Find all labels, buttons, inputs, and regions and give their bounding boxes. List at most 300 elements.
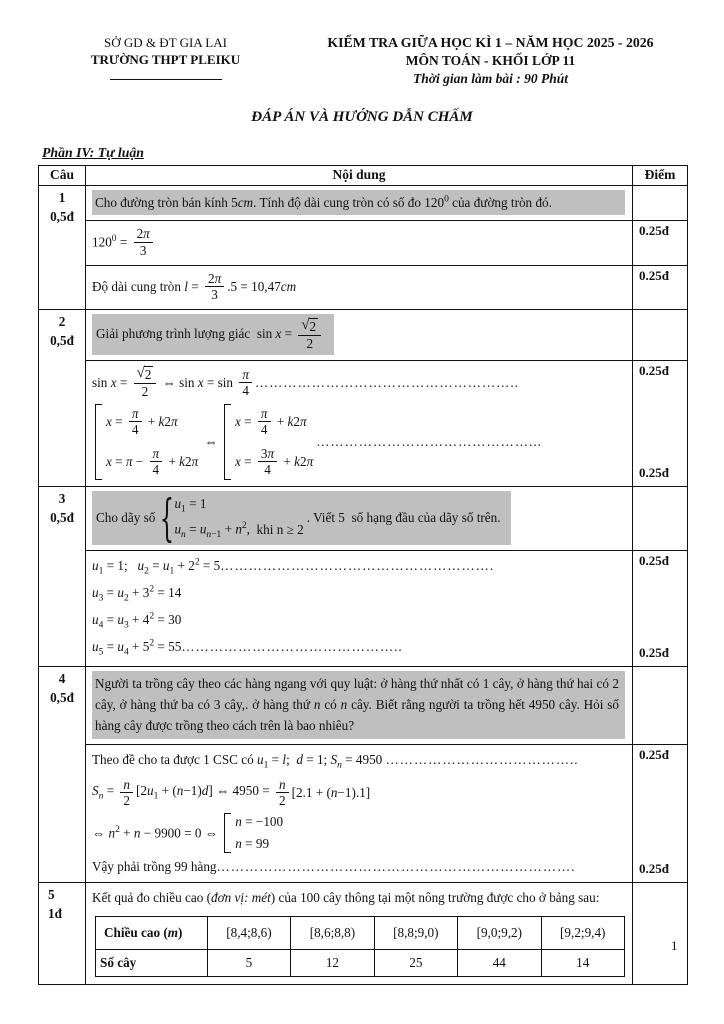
value-cell [458,916,541,949]
math-operator: 2 [136,226,144,242]
italic-text: n [313,696,321,712]
content-cell [86,310,632,360]
math-variable: u [257,751,264,767]
question-blocks [86,667,687,883]
math-variable: n [330,784,338,800]
fraction-denominator [261,462,274,478]
math-operator: 2 [149,584,155,595]
math-operator: = [103,584,118,600]
math-text [201,434,221,450]
math-operator: 2 [123,593,129,604]
math-operator: . [253,195,257,211]
plain-text: Người ta trồng cây theo các hàng ngang với quy luật: ở hàng thứ nhất có 1 cây, ở hàng thứ hai có 2 cây, ở hàng thứ ba có 3 cây,. ở hàng thứ [95,675,619,712]
answer-table [38,165,688,985]
math-operator: = [203,374,218,390]
plain-text: Số cây [100,954,137,970]
math-operator: −1) [183,783,202,799]
content-line [92,403,627,481]
content-line [92,776,627,810]
math-operator: 0 [111,234,117,245]
cases-rows [235,404,313,480]
math-operator: −1 [211,529,222,540]
plain-text: [8,4;8,6) [226,924,272,940]
question-cell [39,310,86,486]
point-value: 0.25đ [639,464,669,480]
radical-sign: √ [301,316,310,333]
cases-row [106,445,198,479]
exam-title: KIỂM TRA GIỮA HỌC KÌ 1 – NĂM HỌC 2025 - 2026 [327,35,654,50]
left-square-bracket [224,813,231,853]
highlight [92,314,334,355]
math-variable: π [260,405,268,421]
math-variable: S [92,783,99,799]
math-operator: .5 = 10,47 [227,278,281,294]
math-operator: 2 [144,367,152,383]
answer-block [86,221,687,265]
math-variable: π [300,413,307,429]
math-text [145,414,178,430]
question-blocks [86,883,687,983]
fraction-denominator [258,422,271,438]
fraction [258,406,271,438]
left-square-bracket [224,404,231,480]
points-cell [632,266,687,309]
math-operator: 2 [293,413,300,429]
math-operator: 1 [98,566,104,577]
content-line [92,555,627,580]
math-variable: u [162,557,170,573]
fraction-numerator [258,446,277,463]
cases-group [159,488,304,547]
math-variable: d [296,751,303,767]
math-operator: 2 [141,383,149,399]
math-operator: 2 [149,611,155,622]
dots-leader: ……………………………………………….. [254,374,519,390]
math-text [174,496,206,515]
fraction [150,446,163,478]
fraction-numerator [120,777,133,794]
math-text [276,326,296,342]
math-variable: l [282,751,287,767]
italic-text: m [167,924,179,940]
math-operator: = 14 [154,584,182,600]
content-cell [86,667,632,744]
value-cell [374,949,457,976]
math-text [106,414,126,430]
plain-text: 5 [245,954,253,970]
math-text [242,383,249,398]
math-text [106,454,147,470]
points-cell [632,221,687,264]
content-line [92,636,627,661]
plain-text: [9,0;9,2) [476,924,522,940]
answer-block [86,667,687,745]
content-line [92,314,627,355]
content-line [92,225,627,259]
math-variable: n [337,760,342,771]
math-text [261,446,274,462]
math-variable: u [146,783,154,799]
math-operator: , [246,520,257,536]
fraction [276,777,289,809]
math-operator: + 3 [128,584,150,600]
math-operator: 120 [424,195,445,211]
content-cell [86,221,632,264]
points-cell [632,883,687,983]
math-operator: 2 [306,335,314,351]
left-square-bracket [95,404,102,480]
math-operator: = [148,557,163,573]
math-operator: = [116,374,131,390]
cases-group [95,404,198,480]
point-value: 0.25đ [639,552,669,568]
answer-block [86,487,687,551]
subscript [206,530,221,540]
math-operator: [2 [135,783,147,799]
math-variable: π [191,453,199,469]
math-operator: 4 [131,422,139,438]
italic-text: n [340,696,348,712]
plain-text: cây. Biết rằng người ta trồng hết 4950 cây. Hỏi số hàng cây được trồng theo cách trên là bao nhiêu? [95,696,619,734]
math-text [227,279,296,295]
question-number: 2 [58,313,66,329]
math-variable: π [242,366,249,382]
plain-text: 12 [325,954,339,970]
math-variable: x [235,453,241,469]
row-label-cell [96,916,208,949]
fraction [134,366,157,399]
math-text [242,367,249,383]
math-operator: = [240,413,255,429]
math-text [206,530,221,540]
math-operator: + [280,453,295,469]
math-operator: 4 [123,647,129,658]
cases-row [235,445,313,479]
answer-block [86,883,687,983]
math-text [235,836,269,852]
plain-text: Kết quả đo chiều cao ( [92,890,212,906]
math-operator: − 9900 = 0 ⇔ [140,825,222,841]
math-variable: u [117,611,124,627]
points-cell [632,186,687,220]
math-operator: 2 [164,413,171,429]
math-text [306,336,313,351]
math-variable: n [108,825,116,841]
math-variable: x [197,374,204,390]
cases-row [235,836,283,852]
cases-group [224,404,313,480]
math-variable: n [123,776,130,792]
math-operator: + [165,453,180,469]
measurement-table [95,916,625,977]
value-cell [374,916,457,949]
math-variable: π [131,405,139,421]
fraction-denominator [208,287,221,303]
square-root [137,366,154,383]
point-value: 0.25đ [639,223,669,239]
cases-group [224,813,283,853]
plain-text: ) [178,924,183,940]
points-cell [632,667,687,744]
math-operator: 3 [139,242,147,258]
math-operator: = 99 [241,835,270,851]
plain-text: Giải phương trình lượng giác [96,326,257,342]
math-operator: = 1; [103,557,138,573]
fraction-denominator [137,243,150,259]
math-variable: π [306,453,314,469]
math-operator: = 4950 [341,751,386,767]
fraction [129,406,142,438]
fraction-numerator [134,226,153,243]
math-operator: = [111,413,126,429]
math-text [292,785,371,801]
plain-text: Độ dài cung tròn [92,278,185,294]
math-text [264,462,271,477]
math-variable: π [214,270,222,286]
fraction [298,318,321,351]
math-operator: = [185,520,200,536]
dots-leader: ……………………………………….. [181,638,403,654]
point-value: 0.25đ [639,746,669,762]
math-operator: 2 [300,453,307,469]
math-text [235,414,255,430]
math-text [153,446,160,462]
math-operator: 3 [98,593,104,604]
math-variable: π [152,445,160,461]
column-header-question: Câu [39,166,86,185]
math-operator: 1 [153,792,159,803]
math-operator: + [221,520,236,536]
math-operator: 1 [169,566,175,577]
table-body [39,186,687,984]
question-blocks [86,487,687,666]
math-variable: x [110,374,117,390]
math-text [198,375,218,391]
math-operator: + 2 [174,557,195,573]
math-operator: = [116,234,131,250]
math-text [153,462,160,477]
plain-text: sin [179,374,198,390]
math-text [92,584,182,604]
question-blocks [86,186,687,309]
department-name: SỞ GD & ĐT GIA LAI [104,35,227,50]
school-name: TRƯỜNG THPT PLEIKU [90,52,241,68]
math-variable: x [275,326,282,342]
math-variable: S [330,751,338,767]
math-text [231,195,256,210]
content-line [92,856,627,877]
math-text [211,287,218,302]
math-text [145,367,152,382]
math-operator: 4 [260,422,268,438]
dots-leader: ………………………………………... [316,433,542,449]
math-operator: 3 [123,620,129,631]
math-operator: 1 [181,504,186,515]
plain-text: Theo đề cho ta được 1 CSC có [92,751,258,767]
question-score: 0,5đ [50,689,74,705]
math-variable: n [133,825,141,841]
fraction-denominator [139,384,152,400]
answer-block [86,745,687,883]
fraction-denominator [120,793,133,809]
question-score: 0,5đ [50,510,74,525]
math-text [92,638,182,658]
fraction-numerator [134,366,157,384]
math-variable: u [137,557,145,573]
math-operator: = 30 [154,611,182,627]
math-text [280,454,313,470]
math-operator: 2 [278,793,286,809]
math-operator: = 1 [185,495,207,511]
cases-row [106,405,198,439]
math-text [261,422,268,437]
math-operator: 3 [260,445,268,461]
fraction-denominator [276,793,289,809]
point-value: 0.25đ [639,363,669,379]
fraction-denominator [150,462,163,478]
math-operator: 5 [231,195,238,211]
math-operator: = [240,453,255,469]
math-operator: 120 [92,234,112,250]
math-operator: 2 [115,824,120,835]
math-operator: 4 [98,620,104,631]
square-root [301,318,318,335]
math-operator: ⇔ [201,433,222,449]
math-text [92,611,182,631]
math-variable: u [92,611,99,627]
math-variable: u [174,520,182,536]
header-rule [110,79,222,80]
table-header-row [96,916,625,949]
question-row [39,186,687,310]
math-operator: = 55 [154,638,182,654]
math-operator: + ( [158,783,177,799]
math-text [310,319,317,334]
math-operator: = [103,611,118,627]
question-number: 5 [48,887,55,903]
plain-text: 44 [492,954,506,970]
radicand [309,318,319,335]
document-header [0,0,724,88]
points-cell [632,551,687,666]
fraction-denominator [303,336,316,352]
math-operator: + 4 [128,611,150,627]
math-operator: 2 [194,557,200,568]
fraction-numerator [205,271,224,288]
content-line [92,365,627,400]
cases-row [174,521,303,540]
math-operator: = [187,278,202,294]
plain-text: Cho dãy số [96,509,159,525]
header-right [293,34,688,88]
answer-block [86,266,687,309]
math-text [257,751,386,771]
answer-block [86,551,687,666]
math-variable: l [184,278,188,294]
math-operator: = [281,326,296,342]
point-value: 0.25đ [639,861,669,877]
question-row [39,487,687,667]
fraction-numerator [258,406,271,423]
table-data-row [96,949,625,976]
math-operator: 0 [444,194,449,205]
math-variable: x [235,413,241,429]
content-line [92,749,627,774]
fraction-numerator [129,406,142,423]
math-text [174,521,256,540]
answer-key-title: ĐÁP ÁN VÀ HƯỚNG DẪN CHẤM [251,109,473,126]
answer-block [86,361,687,486]
math-text [261,406,268,422]
content-cell [86,487,632,550]
math-variable: k [294,453,300,469]
table-header-row [39,166,687,186]
question-cell [39,667,86,883]
plain-text: có [320,696,341,712]
question-cell [39,883,86,983]
question-score: 0,5đ [50,332,74,348]
math-variable: u [92,557,99,573]
math-operator: + [273,413,288,429]
fraction [120,777,133,809]
question-row [39,310,687,487]
cases-rows [174,495,303,541]
math-text [140,243,147,258]
math-operator: 4 [264,462,271,478]
plain-text: [8,6;8,8) [309,924,356,940]
fraction-numerator [298,318,321,336]
plain-text: sin [217,374,237,390]
content-line [92,270,627,304]
math-operator: = [111,453,126,469]
math-variable: k [287,413,294,429]
math-variable: k [158,413,165,429]
math-operator: ] ⇔ 4950 = [208,783,273,799]
cases-row [174,496,303,515]
math-text [279,777,286,793]
points-cell [632,310,687,360]
math-variable: π [267,445,275,461]
math-operator: = −100 [241,813,284,829]
math-variable: π [170,413,178,429]
math-text [123,793,130,808]
math-variable: x [106,413,112,429]
plain-text: [8,8;9,0) [393,924,439,940]
math-operator: 2 [144,566,149,577]
math-text [92,234,131,250]
question-row [39,667,687,884]
math-operator: 2 [149,638,155,649]
content-cell [86,883,632,983]
content-line [92,609,627,634]
italic-text: đơn vị: mét [211,890,271,906]
math-text [136,783,273,802]
fraction-denominator [129,422,142,438]
math-operator: 2 [241,520,247,531]
math-operator: 2 [309,318,317,334]
math-operator: + 5 [128,638,150,654]
question-number: 3 [58,490,66,506]
content-cell [86,361,632,486]
math-text [208,271,221,287]
math-variable: u [117,584,124,600]
math-variable: x [106,453,112,469]
math-operator: 1 [263,760,269,771]
fraction-numerator [239,367,252,384]
math-text [235,814,283,830]
content-line [92,887,627,908]
plain-text: Cho đường tròn bán kính [95,195,232,211]
